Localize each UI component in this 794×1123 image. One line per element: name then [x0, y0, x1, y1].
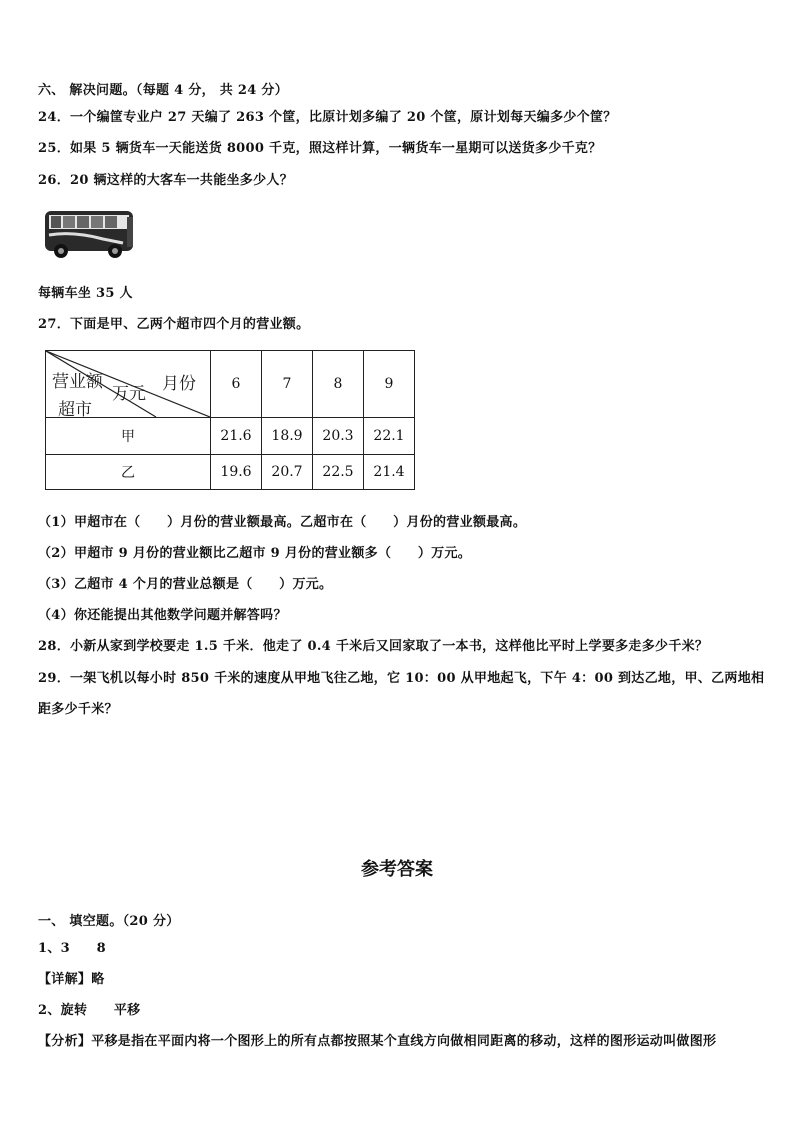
question-27: 27．下面是甲、乙两个超市四个月的营业额。: [38, 317, 310, 332]
question-27-part4: （4）你还能提出其他数学问题并解答吗？: [38, 608, 287, 623]
sales-table: [45, 350, 415, 490]
table-cell: 18.9: [262, 418, 313, 455]
answer-1: 1、3 8: [38, 941, 106, 956]
question-27-part3: （3）乙超市 4 个月的营业总额是（ ）万元。: [38, 577, 333, 592]
table-cell: 22.1: [364, 418, 415, 455]
answer-2-analysis: 【分析】平移是指在平面内将一个图形上的所有点都按照某个直线方向做相同距离的移动，这样的图形运动叫做图形: [38, 1034, 717, 1049]
table-header-row: [46, 351, 415, 418]
table-cell: 21.4: [364, 455, 415, 490]
table-row: [46, 455, 415, 490]
corner-label-market: 超市: [58, 400, 92, 420]
section6-heading: 六、 解决问题。（每题 4 分， 共 24 分）: [38, 83, 288, 98]
question-27-part1: （1）甲超市在（ ）月份的营业额最高。乙超市在（ ）月份的营业额最高。: [38, 515, 527, 530]
table-cell: 20.3: [313, 418, 364, 455]
month-header: 6: [211, 351, 262, 418]
answers-section1-heading: 一、 填空题。（20 分）: [38, 914, 180, 929]
bus-image: [43, 205, 137, 261]
corner-label-revenue: 营业额: [52, 372, 103, 392]
question-29-line2: 距多少千米？: [38, 702, 118, 717]
table-corner-cell: [46, 351, 211, 418]
answer-2: 2、旋转 平移: [38, 1003, 141, 1018]
question-26: 26．20 辆这样的大客车一共能坐多少人？: [38, 173, 294, 188]
question-29-line1: 29．一架飞机以每小时 850 千米的速度从甲地飞往乙地，它 10：00 从甲地起飞，下午 4：00 到达乙地，甲、乙两地相: [38, 671, 765, 686]
question-25: 25．如果 5 辆货车一天能送货 8000 千克，照这样计算，一辆货车一星期可以送货多少千克？: [38, 141, 602, 156]
month-header: 8: [313, 351, 364, 418]
table-cell: 19.6: [211, 455, 262, 490]
table-cell: 20.7: [262, 455, 313, 490]
question-24: 24．一个编筐专业户 27 天编了 263 个筐，比原计划多编了 20 个筐，原计划每天编多少个筐？: [38, 110, 617, 125]
answers-title: 参考答案: [361, 859, 433, 880]
market-name: 甲: [46, 418, 211, 455]
market-name: 乙: [46, 455, 211, 490]
table-row: [46, 418, 415, 455]
question-28: 28．小新从家到学校要走 1.5 千米．他走了 0.4 千米后又回家取了一本书，这样他比平时上学要多走多少千米？: [38, 639, 709, 654]
month-header: 9: [364, 351, 415, 418]
answer-1-detail: 【详解】略: [38, 972, 105, 987]
question-26-caption: 每辆车坐 35 人: [38, 286, 133, 301]
month-header: 7: [262, 351, 313, 418]
table-cell: 21.6: [211, 418, 262, 455]
table-cell: 22.5: [313, 455, 364, 490]
question-27-part2: （2）甲超市 9 月份的营业额比乙超市 9 月份的营业额多（ ）万元。: [38, 546, 472, 561]
corner-label-unit: 万元: [112, 384, 146, 404]
corner-label-month: 月份: [162, 374, 196, 394]
